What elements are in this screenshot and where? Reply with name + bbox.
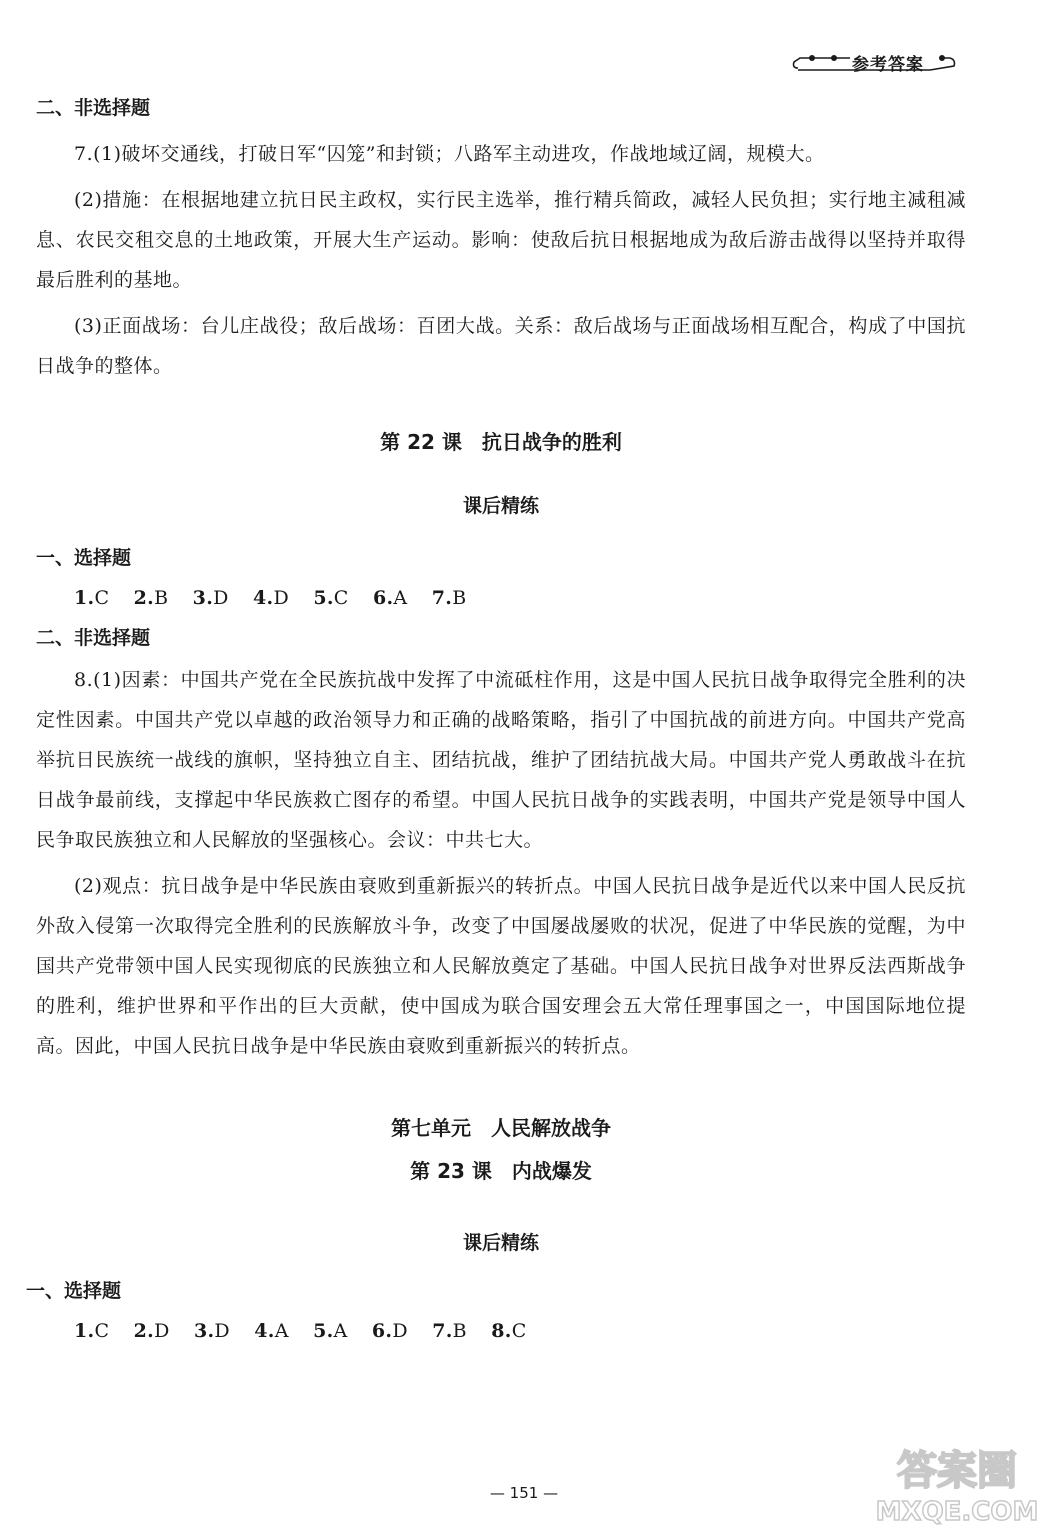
lesson-subtitle: 课后精练	[462, 1232, 539, 1254]
answer-paragraph: (2)措施：在根据地建立抗日民主政权，实行民主选举，推行精兵简政，减轻人民负担；实行地主减租减息、农民交租交息的土地政策，开展大生产运动。影响：使敌后抗日根据地成为敌后游击战得以坚持并取得最后胜利的基地。	[36, 189, 966, 291]
header-answer-tag	[790, 48, 960, 74]
section-heading: 二、非选择题	[36, 627, 151, 649]
section-heading: 一、选择题	[26, 1280, 122, 1302]
choice-answer: 6.A	[372, 587, 408, 609]
svg-text:答案圈: 答案圈	[897, 1448, 1017, 1494]
watermark-icon	[872, 1440, 1042, 1530]
choice-answer: 4.D	[253, 587, 289, 609]
lesson-subtitle: 课后精练	[462, 495, 539, 517]
header-label: 参考答案	[852, 55, 924, 75]
page-number: — 151 —	[489, 1484, 559, 1502]
answer-paragraph: 7.(1)破坏交通线，打破日军“囚笼”和封锁；八路军主动进攻，作战地域辽阔，规模大。	[74, 143, 825, 165]
choice-answer: 5.A	[313, 1320, 348, 1342]
choice-answer: 4.A	[254, 1320, 289, 1342]
lesson-title: 第 22 课 抗日战争的胜利	[380, 430, 622, 454]
section-heading: 一、选择题	[36, 547, 132, 569]
unit-title: 第七单元 人民解放战争	[391, 1116, 611, 1140]
choice-answer: 2.D	[133, 1320, 170, 1342]
choice-answer: 1.C	[74, 1320, 110, 1342]
choice-answer: 3.D	[193, 1320, 230, 1342]
page-content	[26, 90, 966, 1353]
choice-answer: 2.B	[133, 587, 169, 609]
choice-answers	[36, 1309, 966, 1353]
answer-paragraph: 8.(1)因素：中国共产党在全民族抗战中发挥了中流砥柱作用，这是中国人民抗日战争取得完全胜利的决定性因素。中国共产党以卓越的政治领导力和正确的战略策略，指引了中国抗战的前进方向。中国共产党高举抗日民族统一战线的旗帜，坚持独立自主、团结抗战，维护了团结抗战大局。中国共产党人勇敢战斗在抗日战争最前线，支撑起中华民族救亡图存的希望。中国人民抗日战争的实践表明，中国共产党是领导中国人民争取民族独立和人民解放的坚强核心。会议：中共七大。	[36, 669, 966, 851]
choice-answer: 3.D	[192, 587, 229, 609]
choice-answer: 1.C	[74, 587, 110, 609]
choice-answer: 8.C	[491, 1320, 527, 1342]
choice-answer: 5.C	[313, 587, 349, 609]
answer-paragraph: (3)正面战场：台儿庄战役；敌后战场：百团大战。关系：敌后战场与正面战场相互配合，构成了中国抗日战争的整体。	[36, 315, 966, 377]
choice-answer: 6.D	[371, 1320, 408, 1342]
answer-paragraph: (2)观点：抗日战争是中华民族由衰败到重新振兴的转折点。中国人民抗日战争是近代以来中国人民反抗外敌入侵第一次取得完全胜利的民族解放斗争，改变了中国屡战屡败的状况，促进了中华民族的觉醒，为中国共产党带领中国人民实现彻底的民族独立和人民解放奠定了基础。中国人民抗日战争对世界反法西斯战争的胜利，维护世界和平作出的巨大贡献，使中国成为联合国安理会五大常任理事国之一，中国国际地位提高。因此，中国人民抗日战争是中华民族由衰败到重新振兴的转折点。	[36, 875, 966, 1057]
svg-text:MXQE.COM: MXQE.COM	[875, 1497, 1039, 1527]
watermark-logo	[872, 1440, 1042, 1530]
choice-answer: 7.B	[431, 587, 467, 609]
lesson-title: 第 23 课 内战爆发	[410, 1159, 592, 1183]
choice-answer: 7.B	[432, 1320, 467, 1342]
section-heading: 二、非选择题	[36, 97, 151, 119]
choice-answers	[36, 576, 966, 620]
